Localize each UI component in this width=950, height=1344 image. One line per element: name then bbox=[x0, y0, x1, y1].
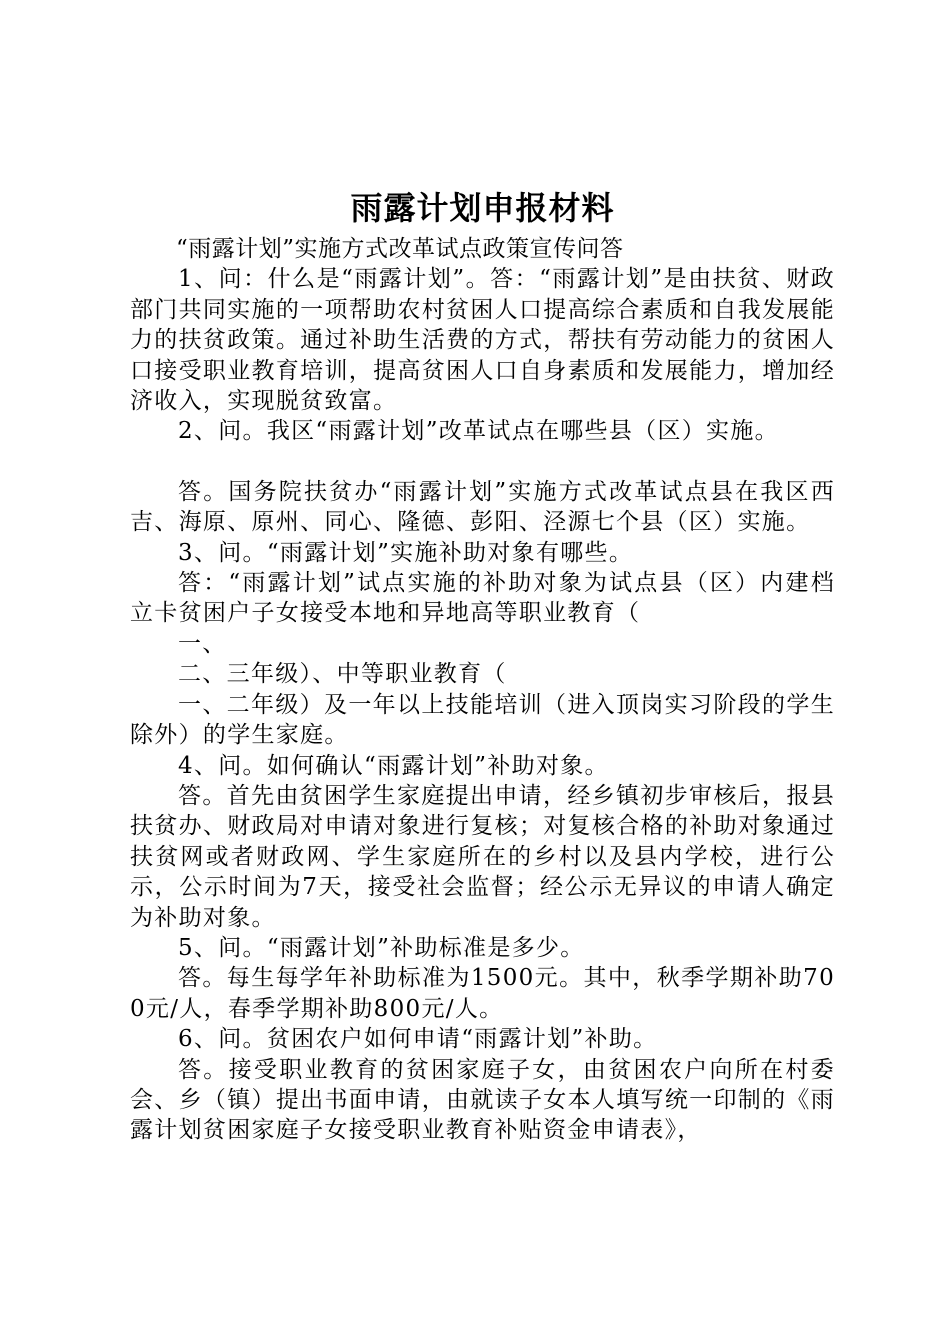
paragraph-q1: 1、问：什么是“雨露计划”。答：“雨露计划”是由扶贫、财政部门共同实施的一项帮助农村贫困人口提高综合素质和自我发展能力的扶贫政策。通过补助生活费的方式，帮扶有劳动能力的贫困人口接受职业教育培训，提高贫困人口自身素质和发展能力，增加经济收入，实现脱贫致富。 bbox=[130, 266, 835, 415]
document-subtitle: “雨露计划”实施方式改革试点政策宣传问答 bbox=[176, 236, 624, 262]
paragraph-q3: 3、问。“雨露计划”实施补助对象有哪些。 bbox=[178, 539, 634, 566]
paragraph-a5: 答。每生每学年补助标准为1500元。其中，秋季学期补助700元/人，春季学期补助800元/人。 bbox=[130, 965, 835, 1022]
paragraph-q5: 5、问。“雨露计划”补助标准是多少。 bbox=[178, 934, 585, 961]
paragraph-a3-part4: 一、二年级）及一年以上技能培训（进入顶岗实习阶段的学生除外）的学生家庭。 bbox=[130, 691, 835, 749]
document-page bbox=[130, 186, 835, 1146]
paragraph-a3-part2: 一、 bbox=[178, 630, 227, 657]
paragraph-a3: 答：“雨露计划”试点实施的补助对象为试点县（区）内建档立卡贫困户子女接受本地和异地高等职业教育（ bbox=[130, 570, 835, 627]
paragraph-q4: 4、问。如何确认“雨露计划”补助对象。 bbox=[178, 752, 609, 779]
paragraph-a6: 答。接受职业教育的贫困家庭子女，由贫困农户向所在村委会、乡（镇）提出书面申请，由就读子女本人填写统一印制的《雨露计划贫困家庭子女接受职业教育补贴资金申请表》， bbox=[130, 1056, 835, 1144]
paragraph-q2: 2、问。我区“雨露计划”改革试点在哪些县（区）实施。 bbox=[178, 418, 779, 445]
paragraph-q6: 6、问。贫困农户如何申请“雨露计划”补助。 bbox=[178, 1026, 658, 1053]
document-title: 雨露计划申报材料 bbox=[350, 189, 615, 227]
paragraph-a2: 答。国务院扶贫办“雨露计划”实施方式改革试点县在我区西吉、海原、原州、同心、隆德、彭阳、泾源七个县（区）实施。 bbox=[130, 478, 835, 536]
paragraph-a4: 答。首先由贫困学生家庭提出申请，经乡镇初步审核后，报县扶贫办、财政局对申请对象进行复核；对复核合格的补助对象通过扶贫网或者财政网、学生家庭所在的乡村以及县内学校，进行公示，公示时间为7天，接受社会监督；经公示无异议的申请人确定为补助对象。 bbox=[130, 782, 835, 931]
paragraph-a3-part3: 二、三年级）、中等职业教育（ bbox=[178, 661, 507, 688]
